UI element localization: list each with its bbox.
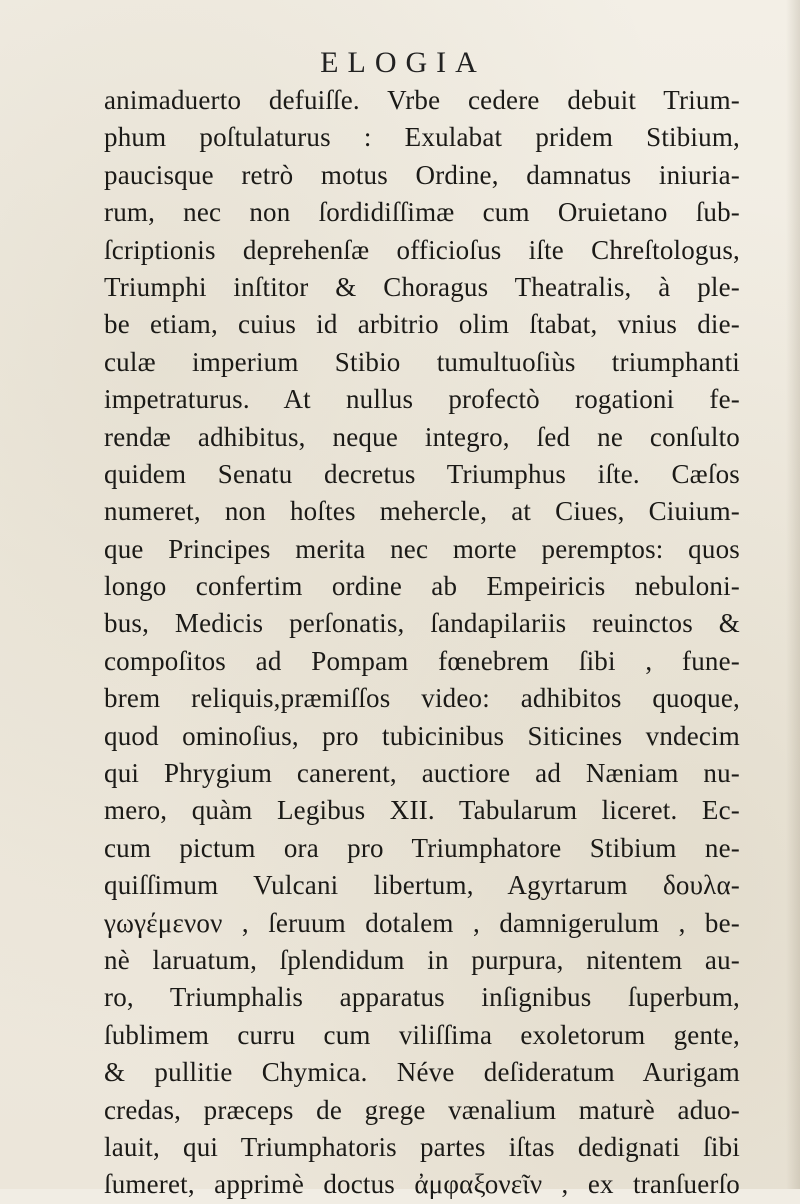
- text-line: qui Phrygium canerent, auctiore ad Næniam nu-: [104, 758, 740, 789]
- text-line: bus, Medicis perſonatis, ſandapilariis reuinctos &: [104, 608, 740, 639]
- text-line: rendæ adhibitus, neque integro, ſed ne conſulto: [104, 421, 740, 452]
- text-line: numeret, non hoſtes mehercle, at Ciues, Ciuium-: [104, 496, 740, 527]
- text-line: lauit, qui Triumphatoris partes iſtas dedignati ſibi: [104, 1131, 740, 1162]
- text-line: ſumeret, apprimè doctus ἀμφαξονεῖν , ex tranſuerſo: [104, 1169, 740, 1200]
- text-line: longo confertim ordine ab Empeiricis nebuloni-: [104, 571, 740, 602]
- text-line: rum, nec non ſordidiſſimæ cum Oruietano ſub-: [104, 197, 740, 228]
- text-line: phum poſtulaturus : Exulabat pridem Stibium,: [104, 122, 740, 153]
- text-line: γωγέμενον , ſeruum dotalem , damnigerulum , be-: [104, 907, 740, 938]
- text-line: brem reliquis,præmiſſos video: adhibitos quoque,: [104, 683, 740, 714]
- text-line: ro, Triumphalis apparatus inſignibus ſuperbum,: [104, 982, 740, 1013]
- text-line: ſublimem curru cum viliſſima exoletorum gente,: [104, 1019, 740, 1050]
- text-line: nè laruatum, ſplendidum in purpura, nitentem au-: [104, 944, 740, 975]
- text-line: quiſſimum Vulcani libertum, Agyrtarum δουλα-: [104, 870, 740, 901]
- text-line: quidem Senatu decretus Triumphus iſte. Cæſos: [104, 458, 740, 489]
- text-line: ſcriptionis deprehenſæ officioſus iſte Chreſtologus,: [104, 234, 740, 265]
- text-line: be etiam, cuius id arbitrio olim ſtabat, vnius die-: [104, 309, 740, 340]
- text-line: compoſitos ad Pompam fœnebrem ſibi , fune-: [104, 645, 740, 676]
- text-line: paucisque retrò motus Ordine, damnatus iniuria-: [104, 159, 740, 190]
- text-line: culæ imperium Stibio tumultuoſiùs triumphanti: [104, 346, 740, 377]
- text-line: mero, quàm Legibus XII. Tabularum liceret. Ec-: [104, 795, 740, 826]
- text-line: & pullitie Chymica. Néve deſideratum Aurigam: [104, 1057, 740, 1088]
- text-line: cum pictum ora pro Triumphatore Stibium ne-: [104, 832, 740, 863]
- text-line: que Principes merita nec morte peremptos: quos: [104, 533, 740, 564]
- text-line: quod ominoſius, pro tubicinibus Siticines vndecim: [104, 720, 740, 751]
- page-edge-shadow: [786, 0, 800, 1189]
- text-line: Triumphi inſtitor & Choragus Theatralis, à ple-: [104, 271, 740, 302]
- text-line: impetraturus. At nullus profectò rogationi fe-: [104, 384, 740, 415]
- running-head: ELOGIA: [320, 46, 486, 79]
- text-line: credas, præceps de grege vænalium maturè aduo-: [104, 1094, 740, 1125]
- body-text: [104, 82, 740, 1204]
- text-line: animaduerto defuiſſe. Vrbe cedere debuit Trium-: [104, 85, 740, 115]
